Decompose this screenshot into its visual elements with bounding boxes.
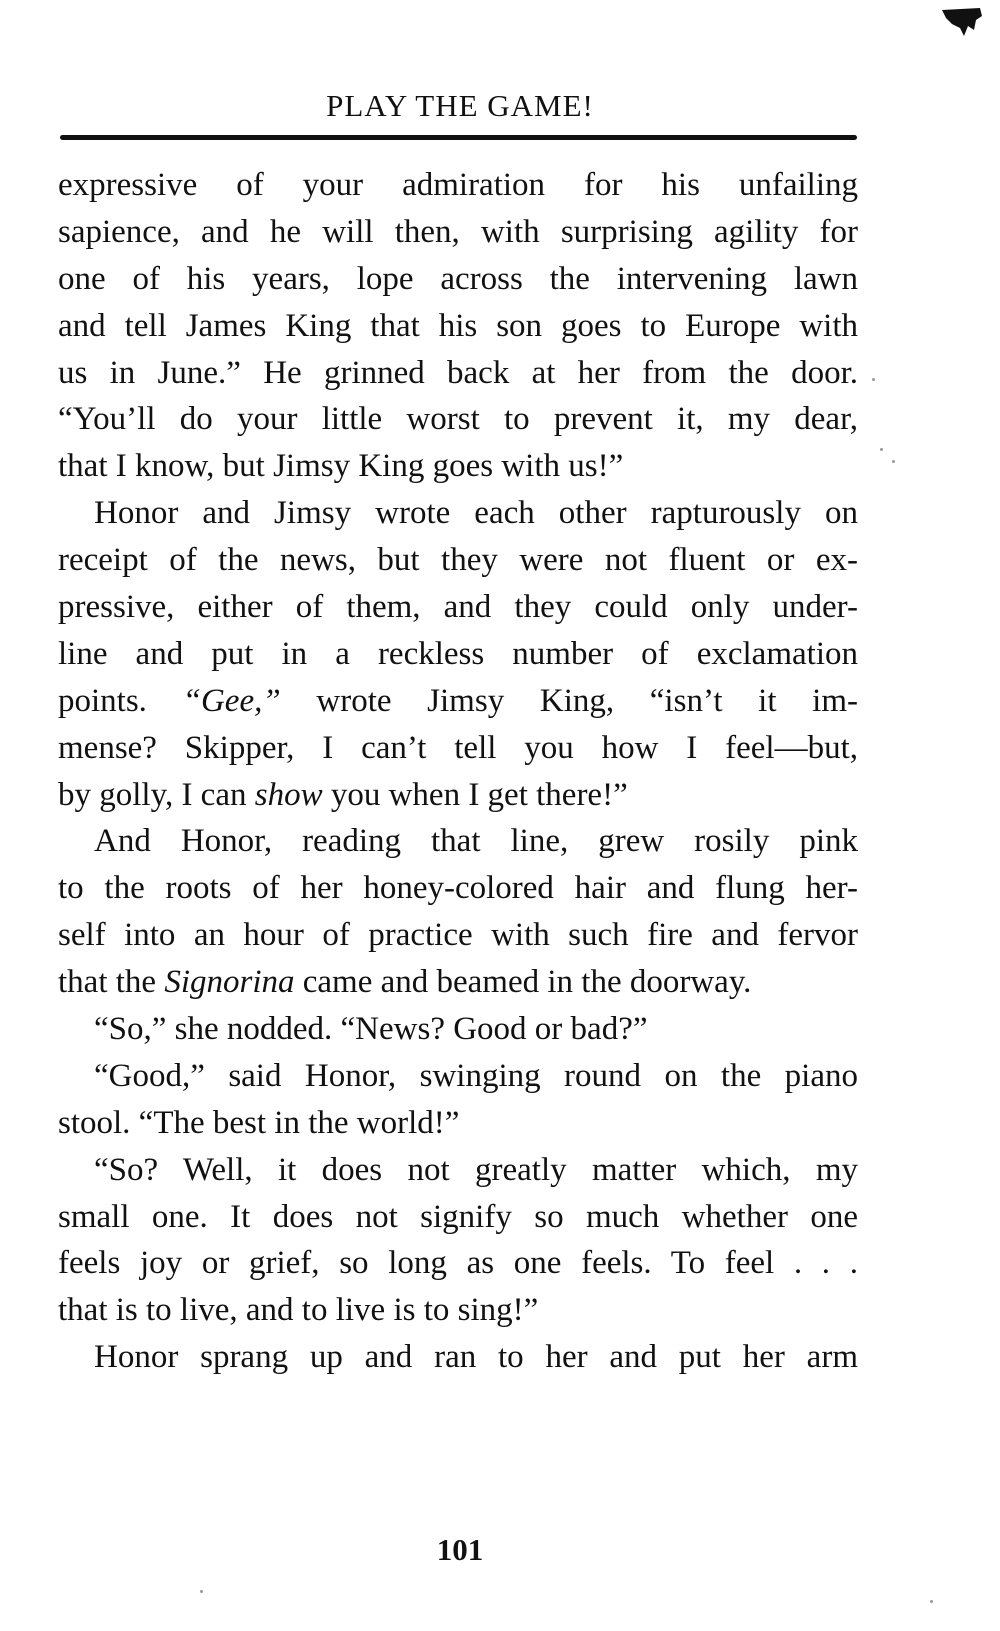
text-line: that is to live, and to live is to sing!”: [58, 1292, 539, 1329]
text-line: [58, 772, 858, 819]
text-segment: points.: [58, 682, 183, 719]
text-line: “So? Well, it does not greatly matter which, my: [94, 1151, 858, 1188]
text-segment: came and beamed in the doorway.: [294, 964, 752, 1001]
italic-text: “Gee,”: [182, 682, 281, 719]
text-segment: you when I get there!”: [322, 776, 628, 813]
running-title: PLAY THE GAME!: [326, 88, 594, 123]
text-line: And Honor, reading that line, grew rosily pink: [94, 823, 858, 860]
text-line: pressive, either of them, and they could only under-: [58, 589, 858, 626]
text-line: [58, 959, 858, 1006]
text-line: self into an hour of practice with such fire and fervor: [58, 917, 858, 954]
text-line: mense? Skipper, I can’t tell you how I feel—but,: [58, 729, 858, 766]
text-segment: by golly, I can: [58, 776, 255, 813]
text-segment: that the: [58, 964, 165, 1001]
text-line: “Good,” said Honor, swinging round on the piano: [94, 1057, 858, 1094]
page-number: 101: [436, 1532, 484, 1567]
text-line: and tell James King that his son goes to Europe with: [58, 307, 858, 344]
header-rule: [60, 135, 857, 140]
text-line: Honor and Jimsy wrote each other rapturously on: [94, 495, 858, 532]
text-line: stool. “The best in the world!”: [58, 1104, 460, 1141]
text-line: receipt of the news, but they were not fluent or ex-: [58, 542, 858, 579]
text-line: “So,” she nodded. “News? Good or bad?”: [94, 1011, 648, 1048]
text-line: to the roots of her honey-colored hair and flung her-: [58, 870, 858, 907]
print-speck: [872, 378, 875, 381]
text-line: sapience, and he will then, with surprising agility for: [58, 213, 858, 250]
print-speck: [880, 448, 883, 451]
text-line: “You’ll do your little worst to prevent it, my dear,: [58, 401, 858, 438]
print-speck: [930, 1600, 933, 1603]
italic-text: show: [254, 776, 323, 813]
text-segment: wrote Jimsy King, “isn’t it im-: [280, 682, 858, 719]
text-line: that I know, but Jimsy King goes with us!”: [58, 448, 624, 485]
ink-blot-mark: [940, 6, 984, 40]
text-line: small one. It does not signify so much whether one: [58, 1198, 858, 1235]
text-line: [58, 678, 858, 725]
print-speck: [200, 1590, 203, 1593]
text-line: one of his years, lope across the intervening lawn: [58, 260, 858, 297]
text-line: expressive of your admiration for his unfailing: [58, 167, 858, 203]
body-text: [58, 162, 858, 1381]
text-line: feels joy or grief, so long as one feels. To feel . . .: [58, 1245, 858, 1282]
text-line: line and put in a reckless number of exclamation: [58, 635, 858, 672]
text-line: us in June.” He grinned back at her from the door.: [58, 354, 858, 391]
text-line: Honor sprang up and ran to her and put her arm: [94, 1339, 858, 1376]
italic-text: Signorina: [164, 964, 295, 1001]
print-speck: [892, 460, 895, 463]
